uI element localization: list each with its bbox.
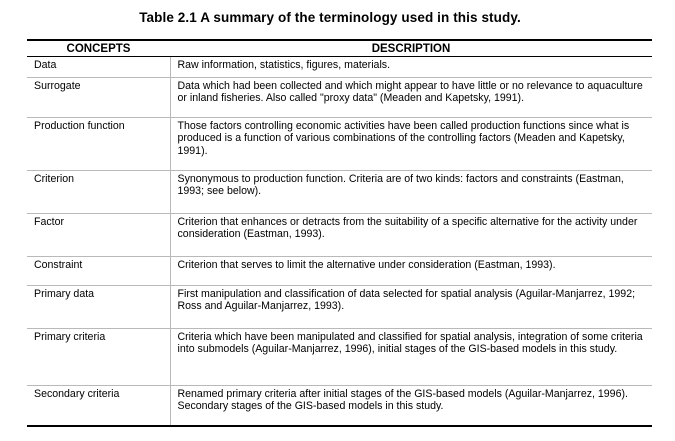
header-concepts: CONCEPTS	[27, 40, 170, 57]
table-title: Table 2.1 A summary of the terminology used in this study.	[139, 10, 521, 25]
terminology-table	[27, 39, 652, 427]
description-cell: First manipulation and classification of data selected for spatial analysis (Aguilar-Manjarrez, 1992; Ross and Aguilar-Manjarrez, 1993).	[170, 286, 652, 329]
concept-cell: Secondary criteria	[27, 386, 170, 426]
description-cell: Criterion that serves to limit the alternative under consideration (Eastman, 1993).	[170, 257, 652, 286]
concept-cell: Constraint	[27, 257, 170, 286]
table-row	[27, 214, 652, 257]
header-description: DESCRIPTION	[170, 40, 652, 57]
description-cell: Data which had been collected and which might appear to have little or no relevance to aquaculture or inland fisheries. Also called "proxy data" (Meaden and Kapetsky, 1991).	[170, 78, 652, 118]
concept-cell: Primary criteria	[27, 329, 170, 386]
table-row	[27, 171, 652, 214]
description-cell: Criterion that enhances or detracts from the suitability of a specific alternative for the activity under consideration (Eastman, 1993).	[170, 214, 652, 257]
header-row	[27, 40, 652, 57]
description-cell: Renamed primary criteria after initial stages of the GIS-based models (Aguilar-Manjarrez, 1996). Secondary stages of the GIS-based models in this study.	[170, 386, 652, 426]
description-cell: Synonymous to production function. Criteria are of two kinds: factors and constraints (Eastman, 1993; see below).	[170, 171, 652, 214]
concept-cell: Criterion	[27, 171, 170, 214]
concept-cell: Surrogate	[27, 78, 170, 118]
table-body	[27, 57, 652, 426]
description-cell: Raw information, statistics, figures, materials.	[170, 57, 652, 78]
terminology-table-container	[27, 39, 652, 427]
description-cell: Those factors controlling economic activities have been called production functions since what is produced is a function of various combinations of the controlling factors (Meaden and Kapetsky, 1991).	[170, 118, 652, 171]
table-row	[27, 386, 652, 426]
table-header	[27, 40, 652, 57]
description-cell: Criteria which have been manipulated and classified for spatial analysis, integration of some criteria into submodels (Aguilar-Manjarrez, 1996), initial stages of the GIS-based models in this study.	[170, 329, 652, 386]
table-row	[27, 286, 652, 329]
concept-cell: Data	[27, 57, 170, 78]
table-row	[27, 329, 652, 386]
concept-cell: Production function	[27, 118, 170, 171]
concept-cell: Primary data	[27, 286, 170, 329]
table-row	[27, 78, 652, 118]
table-row	[27, 57, 652, 78]
concept-cell: Factor	[27, 214, 170, 257]
table-row	[27, 118, 652, 171]
table-row	[27, 257, 652, 286]
